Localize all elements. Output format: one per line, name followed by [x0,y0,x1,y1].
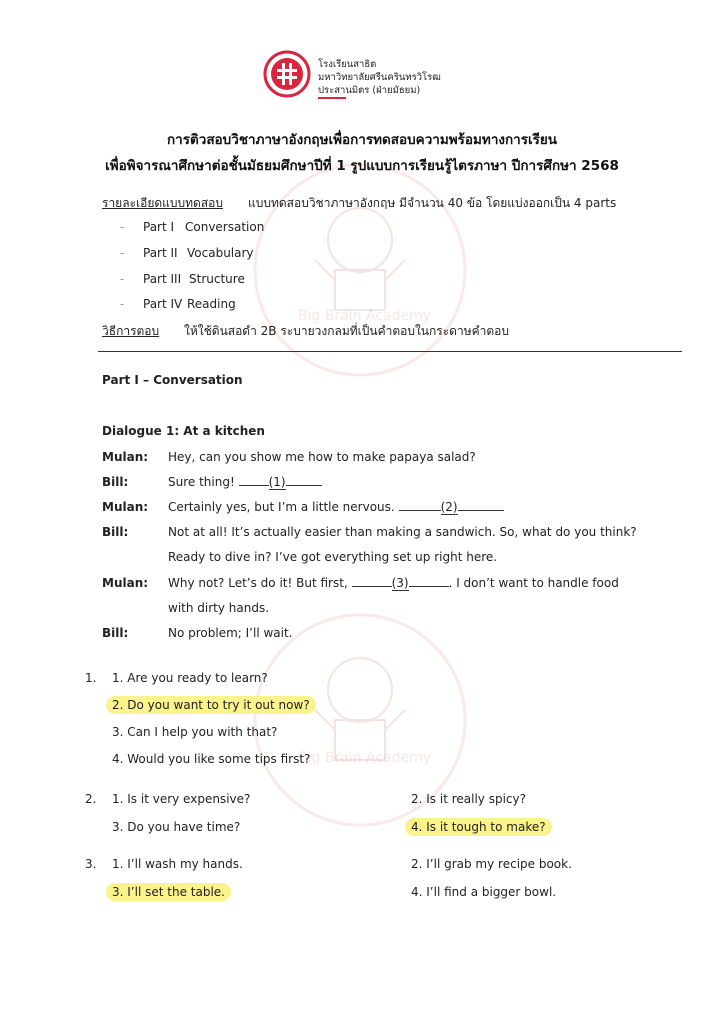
watermark-top [250,160,470,380]
school-logo [263,50,311,102]
dialogue-text-part: . I don’t want to handle food [448,576,619,590]
dialogue-text: No problem; I’ll wait. [168,626,293,640]
dialogue-title: Dialogue 1: At a kitchen [102,424,265,438]
blank-number: (1) [268,475,286,489]
answer-blank [409,586,449,587]
highlighted-answer: 2. Do you want to try it out now? [106,696,316,714]
part-number: Part IV [143,297,183,311]
question-number: 2. [85,792,97,806]
part-name: Structure [189,272,245,286]
blank-number: (3) [391,576,409,590]
dialogue-text [168,475,322,490]
dialogue-text: Hey, can you show me how to make papaya salad? [168,450,476,464]
answer-option: 1. I’ll wash my hands. [112,857,243,871]
dialogue-text-part: Certainly yes, but I’m a little nervous. [168,500,395,514]
answer-option: 2. Is it really spicy? [411,792,526,806]
answer-blank [286,485,322,486]
answer-option: 3. Can I help you with that? [112,725,278,739]
highlighted-answer: 3. I’ll set the table. [106,883,231,901]
bullet: - [120,297,125,311]
speaker-label: Mulan: [102,576,149,590]
bullet: - [120,220,125,234]
dialogue-text-part: Sure thing! [168,475,235,489]
details-label: รายละเอียดแบบทดสอบ [102,196,223,210]
answer-option-highlighted [112,698,316,712]
part-number: Part III [143,272,182,286]
dialogue-text [168,576,619,591]
dialogue-text: Ready to dive in? I’ve got everything set up right here. [168,550,498,564]
page-title-line1: การติวสอบวิชาภาษาอังกฤษเพื่อการทดสอบความพร้อมทางการเรียน [166,132,558,148]
answer-option-highlighted [112,885,231,899]
part-number: Part II [143,246,178,260]
question-number: 1. [85,671,97,685]
divider [98,351,682,352]
dialogue-text [168,500,504,515]
method-text: ให้ใช้ดินสอดำ 2B ระบายวงกลมที่เป็นคำตอบในกระดาษคำตอบ [184,324,509,338]
answer-blank [239,485,269,486]
school-name-line: มหาวิทยาลัยศรีนครินทรวิโรฒ [318,72,441,83]
highlighted-answer: 4. Is it tough to make? [405,818,552,836]
bullet: - [120,246,125,260]
speaker-label: Bill: [102,475,129,489]
answer-option: 1. Is it very expensive? [112,792,251,806]
answer-option: 4. I’ll find a bigger bowl. [411,885,557,899]
school-name-line: ประสานมิตร (ฝ่ายมัธยม) [318,85,421,96]
watermark-text-top: Big Brain Academy [298,308,432,324]
answer-option: 3. Do you have time? [112,820,241,834]
part-name: Vocabulary [187,246,254,260]
section-title: Part I – Conversation [102,373,243,387]
bullet: - [120,272,125,286]
school-name [318,58,441,97]
speaker-label: Mulan: [102,500,149,514]
part-name: Reading [187,297,236,311]
answer-blank [352,586,392,587]
part-name: Conversation [185,220,265,234]
school-emblem-icon [263,50,311,98]
answer-blank [399,510,441,511]
dialogue-text: with dirty hands. [168,601,270,615]
answer-option: 4. Would you like some tips first? [112,752,311,766]
question-number: 3. [85,857,97,871]
answer-option: 2. I’ll grab my recipe book. [411,857,572,871]
details-text: แบบทดสอบวิชาภาษาอังกฤษ มีจำนวน 40 ข้อ โดยแบ่งออกเป็น 4 parts [248,196,617,210]
answer-option-highlighted [411,820,552,834]
logo-underline [318,97,346,99]
dialogue-text-part: Why not? Let’s do it! But first, [168,576,348,590]
school-name-line: โรงเรียนสาธิต [318,59,377,70]
answer-blank [458,510,504,511]
speaker-label: Bill: [102,626,129,640]
page-title-line2: เพื่อพิจารณาศึกษาต่อชั้นมัธยมศึกษาปีที่ 1 รูปแบบการเรียนรู้ไตรภาษา ปีการศึกษา 2568 [105,158,619,174]
speaker-label: Bill: [102,525,129,539]
blank-number: (2) [440,500,458,514]
speaker-label: Mulan: [102,450,149,464]
watermark-text-bottom: Big Brain Academy [298,750,432,766]
brain-mascot-icon [250,160,470,380]
answer-option: 1. Are you ready to learn? [112,671,268,685]
part-number: Part I [143,220,175,234]
method-label: วิธีการตอบ [102,324,160,338]
dialogue-text: Not at all! It’s actually easier than making a sandwich. So, what do you think? [168,525,637,539]
